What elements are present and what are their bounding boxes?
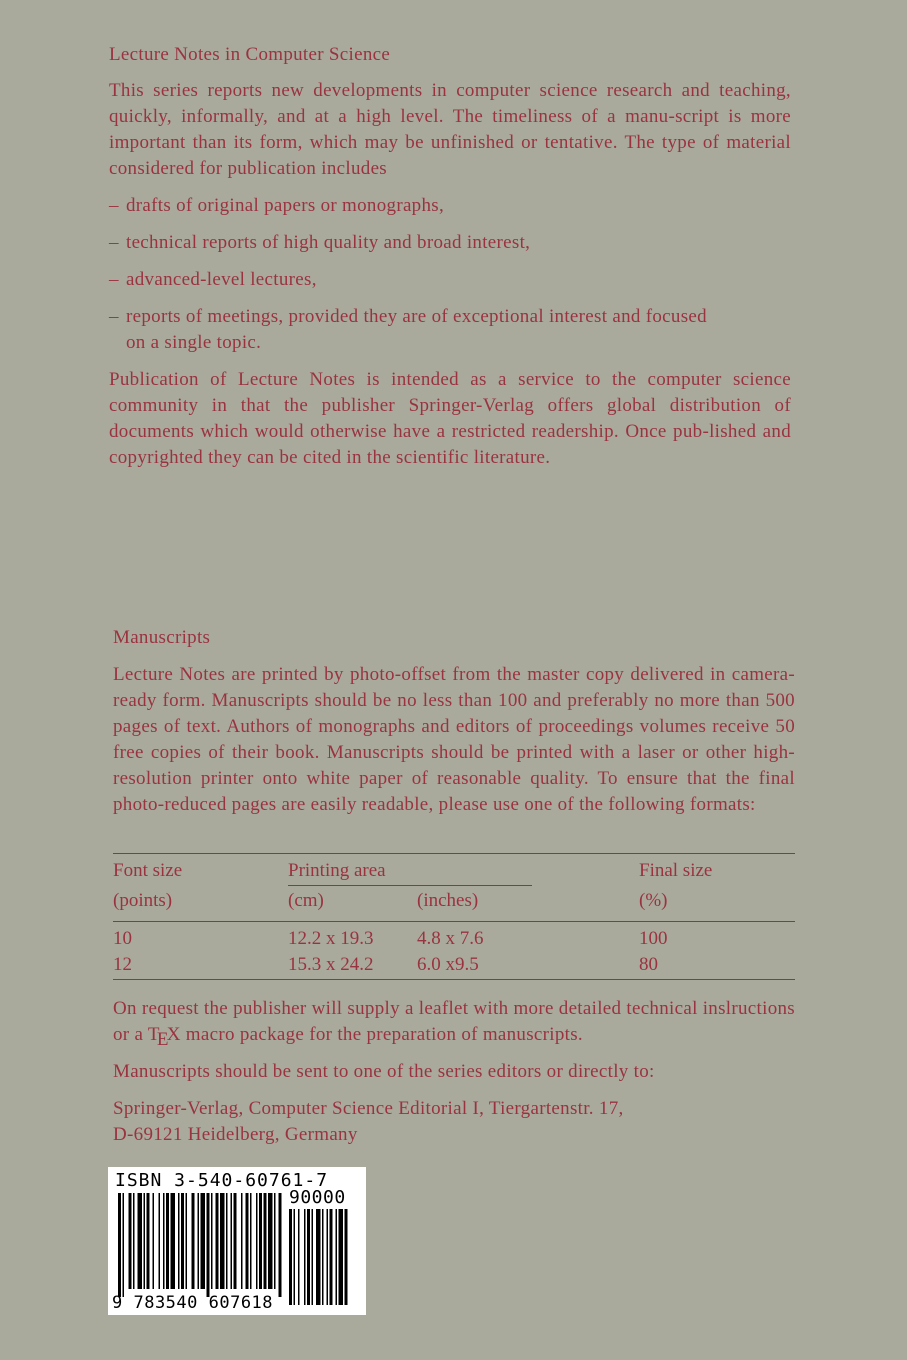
- barcode-bar: [234, 1193, 237, 1289]
- address-line-1: Springer-Verlag, Computer Science Editorial I, Tiergartenstr. 17,: [113, 1098, 624, 1119]
- barcode-bar: [256, 1193, 258, 1289]
- points-subheader: (points): [113, 890, 173, 911]
- barcode-bar: [250, 1193, 252, 1289]
- send-to-line: Manuscripts should be sent to one of the series editors or directly to:: [113, 1061, 655, 1082]
- manuscripts-paragraph: Lecture Notes are printed by photo-offset from the master copy delivered in camera-ready form. Manuscripts should be no less than 100 and preferably no more than 500 pages of text. Authors of monographs and editors of proceedings volumes receive 50 free copies of their book. Manuscripts should be printed with a laser or other high-resolution printer onto white paper of reasonable quality. To ensure that the final photo-reduced pages are easily readable, please use one of the following formats:: [113, 664, 795, 815]
- barcode-bar: [279, 1193, 282, 1297]
- barcode-bar: [207, 1193, 210, 1297]
- table-cell: 100: [639, 928, 668, 949]
- barcode-bar: [181, 1193, 184, 1289]
- list-item: – advanced-level lectures,: [109, 269, 317, 290]
- addon-bar: [339, 1209, 344, 1305]
- barcode-bar: [178, 1193, 180, 1289]
- barcode-bar: [166, 1193, 169, 1289]
- barcode-bar: [268, 1193, 273, 1289]
- table-cell: 10: [113, 928, 132, 949]
- address-line-2: D-69121 Heidelberg, Germany: [113, 1124, 358, 1145]
- barcode-bar: [211, 1193, 213, 1289]
- table-cell: 15.3 x 24.2: [288, 954, 374, 975]
- inches-subheader: (inches): [417, 890, 479, 911]
- addon-bar: [304, 1209, 306, 1305]
- addon-bar: [312, 1209, 314, 1305]
- table-cell: 80: [639, 954, 658, 975]
- table-cell: 6.0 x9.5: [417, 954, 479, 975]
- barcode-bar: [153, 1193, 155, 1289]
- printing-area-header: Printing area: [288, 860, 386, 881]
- barcode-bar: [186, 1193, 188, 1289]
- barcode-bar: [147, 1193, 150, 1289]
- barcode-bar: [159, 1193, 161, 1289]
- barcode-bar: [144, 1193, 146, 1289]
- manuscripts-section: [113, 625, 795, 818]
- intro-paragraph: This series reports new developments in computer science research and teaching, quickly, informally, and at a high level. The timeliness of a manu-script is more important than its form, which may be unfinished or tentative. The type of material considered for publication includes: [109, 80, 791, 179]
- table-cell: 4.8 x 7.6: [417, 928, 484, 949]
- barcode-bar: [246, 1193, 249, 1289]
- addon-bar: [307, 1209, 310, 1305]
- barcode-bar: [171, 1193, 176, 1289]
- table-header-rule: [113, 921, 795, 922]
- barcode-bar: [118, 1193, 121, 1297]
- addon-bar: [316, 1209, 321, 1305]
- barcode-bar: [216, 1193, 219, 1289]
- cm-subheader: (cm): [288, 890, 324, 911]
- font-size-header: Font size: [113, 860, 183, 881]
- isbn-number: ISBN 3-540-60761-7: [115, 1170, 329, 1191]
- table-bottom-rule: [113, 979, 795, 980]
- table-cell: 12: [113, 954, 132, 975]
- final-size-header: Final size: [639, 860, 713, 881]
- percent-subheader: (%): [639, 890, 668, 911]
- publication-paragraph: Publication of Lecture Notes is intended as a service to the computer science community in that the publisher Springer-Verlag offers global distribution of documents which would otherwise have a restricted readership. Once pub-lished and copyrighted they can be cited in the scientific literature.: [109, 369, 791, 468]
- barcode-bar: [129, 1193, 132, 1289]
- barcode-bar: [231, 1193, 233, 1289]
- series-title: Lecture Notes in Computer Science: [109, 44, 391, 65]
- series-section: [109, 42, 791, 471]
- barcode-bar: [220, 1193, 225, 1289]
- list-item: – technical reports of high quality and broad interest,: [109, 232, 531, 253]
- barcode-bar: [241, 1193, 243, 1289]
- barcode-bar: [201, 1193, 206, 1289]
- list-item: – drafts of original papers or monographs,: [109, 195, 445, 216]
- addon-bar: [294, 1209, 296, 1305]
- barcode-bar: [123, 1193, 125, 1297]
- table-cell: 12.2 x 19.3: [288, 928, 374, 949]
- table-top-rule: [113, 853, 795, 854]
- addon-number: 90000: [289, 1187, 346, 1208]
- addon-bar: [336, 1209, 338, 1305]
- printing-area-underline: [288, 885, 532, 886]
- barcode-bar: [198, 1193, 200, 1289]
- addon-bar: [327, 1209, 329, 1305]
- addon-bar: [298, 1209, 300, 1305]
- barcode-bar: [259, 1193, 262, 1289]
- ean-number: 9 783540 607618: [112, 1293, 274, 1313]
- isbn-barcode: [108, 1167, 366, 1315]
- addon-bar: [330, 1209, 333, 1305]
- addon-bar: [345, 1209, 348, 1305]
- material-list: [109, 193, 791, 356]
- request-section: [113, 996, 795, 1148]
- addon-bar: [289, 1209, 292, 1305]
- addon-bar: [322, 1209, 324, 1305]
- barcode-bar: [226, 1193, 228, 1289]
- barcode-bar: [138, 1193, 143, 1289]
- list-item-continuation: on a single topic.: [126, 332, 262, 353]
- manuscripts-heading: Manuscripts: [113, 627, 211, 648]
- barcode-bar: [133, 1193, 135, 1289]
- request-paragraph: On request the publisher will supply a leaflet with more detailed technical inslructions or a TEX macro package for the preparation of manuscripts.: [113, 998, 795, 1050]
- list-item: – reports of meetings, provided they are of exceptional interest and focused: [109, 306, 707, 327]
- barcode-bar: [274, 1193, 276, 1289]
- barcode-bar: [264, 1193, 267, 1289]
- barcode-bar: [192, 1193, 195, 1289]
- barcode-bar: [163, 1193, 165, 1289]
